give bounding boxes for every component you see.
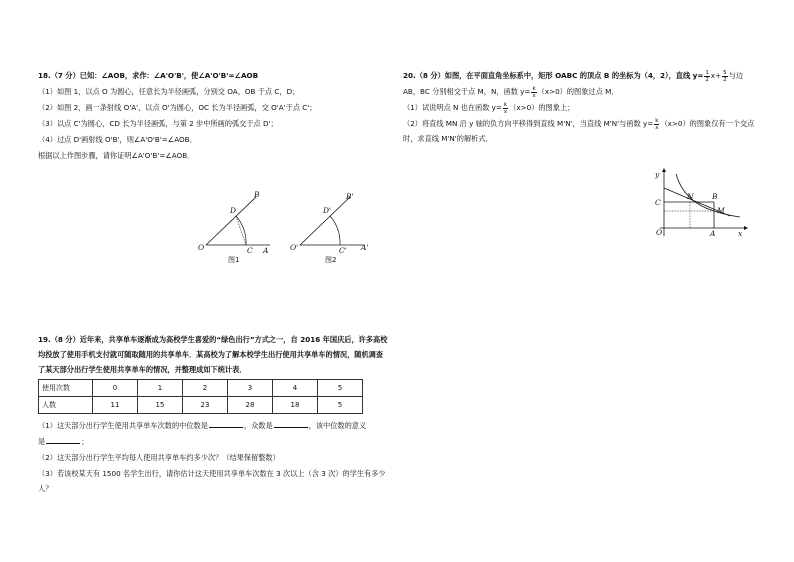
- fraction-k-over-x: $\frac{k}{x}$: [655, 117, 659, 131]
- q18-fig1-caption: 图1: [228, 256, 240, 264]
- fig2-label-c: C': [339, 246, 347, 255]
- q18-figure-1: [196, 190, 276, 262]
- q19-stem: 19.（8 分）近年来，共享单车逐渐成为高校学生喜爱的“绿色出行”方式之一，自 2016 年国庆后，许多高校均投放了使用手机支付就可随取随用的共享单车．某高校为了解本校学生出行使用共享单车的情况，随机调查了某天部分出行学生使用共享单车的情况，并整理成如下统计表．: [38, 335, 388, 374]
- q19-part1-cont: [38, 434, 390, 450]
- q19-part1-text-b: ，众数是: [243, 421, 273, 430]
- fig1-label-c: C: [247, 246, 253, 255]
- median-blank[interactable]: [209, 420, 243, 428]
- q20-stem-line2-b: （x>0）的图象过点 M．: [537, 87, 619, 96]
- q20-part1-a: （1）试说明点 N 也在函数 y=: [403, 103, 502, 112]
- q20-label-b: B: [712, 192, 718, 201]
- table-cell: 2: [183, 380, 228, 397]
- table-cell: 5: [318, 397, 363, 414]
- fig1-label-d: D: [230, 206, 237, 215]
- fig2-label-b: B': [346, 192, 354, 201]
- fraction-k-over-x: $\frac{k}{x}$: [532, 85, 536, 99]
- q20-figure: [650, 168, 750, 240]
- fig2-label-d: D': [323, 206, 332, 215]
- mode-blank[interactable]: [274, 420, 308, 428]
- q20-label-y: y: [655, 170, 660, 179]
- q19-part1: [38, 418, 390, 434]
- q19-block: [38, 332, 390, 496]
- fig2-label-o: O': [290, 243, 299, 252]
- q18-conclusion: 根据以上作图步骤，请你证明∠A'O'B'=∠AOB．: [38, 151, 195, 160]
- q20-stem-line2-a: AB，BC 分别相交于点 M，N，函数 y=: [403, 87, 531, 96]
- q20-label-c: C: [655, 198, 661, 207]
- fraction-k-over-x: $\frac{k}{x}$: [503, 101, 508, 115]
- q19-part2: （2）这天部分出行学生平均每人使用共享单车约多少次？（结果保留整数）: [38, 453, 280, 462]
- left-column: [38, 68, 390, 164]
- table-cell: 0: [93, 380, 138, 397]
- table-cell: 11: [93, 397, 138, 414]
- table-cell: 3: [228, 380, 273, 397]
- q19-table: [38, 379, 363, 414]
- q20-stem-c: 与边: [728, 71, 744, 80]
- table-cell: 4: [273, 380, 318, 397]
- q20-label-n: N: [687, 192, 694, 201]
- q19-part3: （3）若该校某天有 1500 名学生出行，请你估计这天使用共享单车次数在 3 次以上（含 3 次）的学生有多少人？: [38, 469, 386, 493]
- q20-stem-line1: [403, 68, 759, 84]
- q19-part1-text-e: ；: [81, 437, 89, 446]
- table-cell: 1: [138, 380, 183, 397]
- q20-part2-a: （2）将直线 MN 沿 y 轴的负方向平移得到直线 M'N'，当直线 M'N'与函数 y=: [403, 119, 654, 128]
- fraction-five-half: $\frac{5}{2}$: [723, 69, 727, 83]
- q18-step3: （3）以点 C'为圆心，CD 长为半径画弧，与第 2 步中所画的弧交于点 D'；: [38, 119, 278, 128]
- q20-stem-a: 20.（8 分）如图，在平面直角坐标系中，矩形 OABC 的顶点 B 的坐标为（4，2），直线 y=: [403, 71, 704, 80]
- q19-part1-text-d: 是: [38, 437, 46, 446]
- meaning-blank[interactable]: [46, 436, 80, 444]
- table-cell: 28: [228, 397, 273, 414]
- table-cell: 15: [138, 397, 183, 414]
- q18-stem: 18.（7 分）已知：∠AOB，求作：∠A'O'B'，使∠A'O'B'=∠AOB: [38, 71, 259, 80]
- q18-step4: （4）过点 D'画射线 O'B'，则∠A'O'B'=∠AOB．: [38, 135, 197, 144]
- q18-fig2-caption: 图2: [325, 256, 337, 264]
- q20-stem-line2: [403, 84, 759, 100]
- fig1-label-o: O: [198, 243, 205, 252]
- q18-figure-2: [290, 190, 374, 262]
- q18-step1: （1）如图 1，以点 O 为圆心，任意长为半径画弧，分别交 OA，OB 于点 C，D；: [38, 87, 300, 96]
- table-header-cell: 人数: [39, 397, 93, 414]
- q18-step2: （2）如图 2，画一条射线 O'A'，以点 O'为圆心，OC 长为半径画弧，交 O'A'于点 C'；: [38, 103, 317, 112]
- q20-stem-b: x+: [710, 71, 722, 80]
- fig2-label-a: A': [361, 243, 369, 252]
- q20-label-a: A: [710, 229, 716, 238]
- q20-part1: [403, 100, 759, 116]
- q20-part2-b: （x>0）的图象仅有一个交点时，求直线 M'N'的解析式．: [403, 119, 755, 143]
- table-cell: 23: [183, 397, 228, 414]
- table-row: [39, 397, 363, 414]
- fig1-label-a: A: [263, 246, 269, 255]
- table-cell: 5: [318, 380, 363, 397]
- q20-block: [403, 68, 759, 146]
- q20-label-o: O: [656, 228, 663, 237]
- q20-label-x: x: [738, 229, 743, 238]
- q19-part1-text-c: ，该中位数的意义: [308, 421, 367, 430]
- q19-part1-text-a: （1）这天部分出行学生使用共享单车次数的中位数是: [38, 421, 208, 430]
- q20-part1-b: （x>0）的图象上；: [509, 103, 575, 112]
- q20-part2: [403, 116, 759, 146]
- fig1-label-b: B: [254, 190, 260, 199]
- table-header-cell: 使用次数: [39, 380, 93, 397]
- q20-label-m: M: [717, 206, 725, 215]
- table-cell: 18: [273, 397, 318, 414]
- table-row: [39, 380, 363, 397]
- fraction-one-half: $\frac{1}{2}$: [705, 69, 709, 83]
